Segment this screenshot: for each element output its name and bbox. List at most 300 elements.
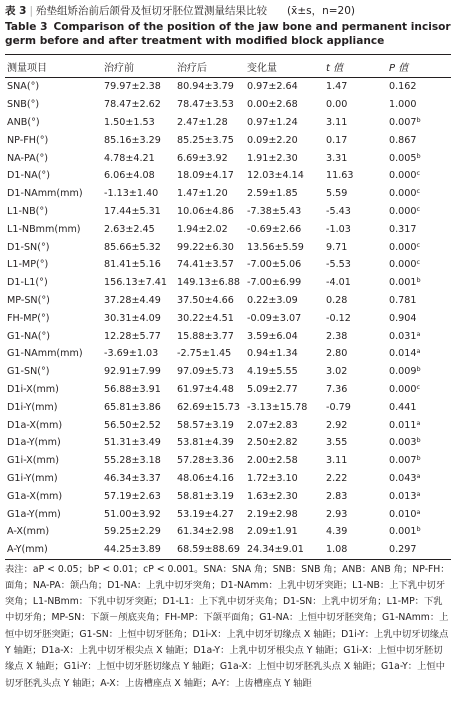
cell-after	[177, 452, 247, 470]
cell-item	[5, 131, 104, 149]
cell-t-value-text: 4.39	[326, 526, 348, 538]
cell-change-text: 0.09±2.20	[247, 134, 298, 146]
cell-before-text: 44.25±3.89	[104, 544, 161, 556]
cell-after	[177, 327, 247, 345]
cell-before-text: 1.50±1.53	[104, 116, 155, 128]
cell-t-value	[326, 114, 389, 132]
cell-p-value	[389, 541, 451, 559]
cell-p-value	[389, 256, 451, 274]
cell-item-text: L1-MP(°)	[7, 259, 49, 271]
cell-t-value	[326, 487, 389, 505]
cell-item-text: FH-MP(°)	[7, 312, 50, 324]
cell-change	[247, 78, 326, 96]
cell-after	[177, 78, 247, 96]
cell-item-text: G1-NA(°)	[7, 330, 51, 342]
significance-marker: c	[416, 204, 421, 213]
significance-marker: c	[416, 258, 421, 267]
cell-p-value-text: 0.000	[389, 383, 417, 395]
cell-t-value-text: 7.36	[326, 383, 348, 395]
cell-item	[5, 292, 104, 310]
cell-t-value-text: 11.63	[326, 170, 354, 182]
cell-before	[104, 345, 177, 363]
cell-after-text: 149.13±6.88	[177, 277, 240, 289]
cell-t-value	[326, 523, 389, 541]
cell-p-value-text: 0.000	[389, 205, 417, 217]
cell-item-text: D1a-X(mm)	[7, 419, 63, 431]
cell-after-text: -2.75±1.45	[177, 348, 232, 360]
table-row	[5, 203, 451, 221]
measurement-table	[5, 55, 451, 77]
cell-t-value-text: 2.93	[326, 508, 348, 520]
cell-after	[177, 505, 247, 523]
cell-before	[104, 185, 177, 203]
cell-t-value	[326, 470, 389, 488]
cell-before-text: -3.69±1.03	[104, 348, 159, 360]
cell-item-text: A-X(mm)	[7, 526, 50, 538]
cell-t-value-text: -1.03	[326, 223, 351, 235]
cell-t-value-text: 2.83	[326, 490, 348, 502]
cell-before	[104, 416, 177, 434]
cell-change-text: 1.91±2.30	[247, 152, 298, 164]
cell-after-text: 18.09±4.17	[177, 170, 234, 182]
significance-marker: a	[416, 471, 421, 480]
cell-change	[247, 327, 326, 345]
cell-before	[104, 523, 177, 541]
table-row	[5, 416, 451, 434]
table-row	[5, 470, 451, 488]
cell-item-text: MP-SN(°)	[7, 294, 50, 306]
cell-t-value	[326, 452, 389, 470]
cell-after-text: 99.22±6.30	[177, 241, 234, 253]
cell-p-value	[389, 292, 451, 310]
cell-before	[104, 131, 177, 149]
cell-t-value	[326, 398, 389, 416]
cell-before	[104, 327, 177, 345]
header-change: 变化量	[247, 62, 277, 74]
cell-after-text: 30.22±4.51	[177, 312, 234, 324]
cell-change	[247, 345, 326, 363]
cell-p-value-text: 0.001	[389, 277, 417, 289]
cell-p-value	[389, 96, 451, 114]
significance-marker: b	[416, 151, 421, 160]
cell-change	[247, 541, 326, 559]
cell-before-text: 56.50±2.52	[104, 419, 161, 431]
cell-item-text: L1-NBmm(mm)	[7, 223, 81, 235]
cell-change	[247, 363, 326, 381]
table-row	[5, 345, 451, 363]
cell-after	[177, 274, 247, 292]
cell-change-text: 0.94±1.34	[247, 348, 298, 360]
table-caption-en	[5, 20, 451, 48]
cell-t-value	[326, 345, 389, 363]
table-row	[5, 363, 451, 381]
cell-change	[247, 114, 326, 132]
cell-t-value	[326, 78, 389, 96]
cell-p-value-text: 0.005	[389, 152, 417, 164]
cell-item	[5, 256, 104, 274]
significance-marker: a	[416, 329, 421, 338]
header-after: 治疗后	[177, 62, 207, 74]
cell-change	[247, 167, 326, 185]
cell-after	[177, 398, 247, 416]
cell-item	[5, 220, 104, 238]
cell-t-value-text: -5.43	[326, 205, 351, 217]
cell-change	[247, 487, 326, 505]
table-stat-note: (x̄±s，n=20)	[287, 5, 356, 17]
cell-item-text: G1a-X(mm)	[7, 490, 63, 502]
cell-p-value-text: 0.010	[389, 508, 417, 520]
cell-p-value	[389, 398, 451, 416]
cell-after-text: 15.88±3.77	[177, 330, 234, 342]
cell-item-text: D1i-Y(mm)	[7, 401, 58, 413]
cell-p-value-text: 0.014	[389, 348, 417, 360]
cell-t-value-text: 3.11	[326, 455, 348, 467]
cell-p-value	[389, 327, 451, 345]
cell-p-value	[389, 78, 451, 96]
cell-after-text: 62.69±15.73	[177, 401, 240, 413]
cell-item	[5, 238, 104, 256]
cell-before-text: 92.91±7.99	[104, 366, 161, 378]
significance-marker: b	[416, 525, 421, 534]
cell-t-value-text: 1.08	[326, 544, 348, 556]
cell-p-value	[389, 149, 451, 167]
cell-change	[247, 274, 326, 292]
cell-p-value	[389, 274, 451, 292]
table-row	[5, 434, 451, 452]
cell-change-text: 2.59±1.85	[247, 188, 298, 200]
cell-before	[104, 96, 177, 114]
cell-before-text: 6.06±4.08	[104, 170, 155, 182]
cell-before	[104, 505, 177, 523]
cell-item	[5, 274, 104, 292]
table-footnotes: 表注：aP < 0.05；bP < 0.01；cP < 0.001。SNA：SNA 角；SNB：SNB 角；ANB：ANB 角；NP-FH：面角；NA-PA：颌凸角；D1-NA：上乳中切牙突角；D1-NAmm：上乳中切牙突距；L1-NB：上下乳中切牙突角；L1-NBmm：下乳中切牙突距；D1-L1：上下乳中切牙夹角；D1-SN：上乳中切牙角；L1-MP：下乳中切牙角；MP-SN：下颌－颅底夹角；FH-MP：下颌平面角；G1-NA：上恒中切牙胚突角；G1-NAmm：上恒中切牙胚突距；G1-SN：上恒中切牙胚角；D1i-X：上乳中切牙切缘点 X 轴距；D1i-Y：上乳中切牙切缘点 Y 轴距；D1a-X：上乳中切牙根尖点 X 轴距；D1a-Y：上乳中切牙根尖点 Y 轴距；G1i-X：上恒中切牙胚切缘点 X 轴距；G1i-Y：上恒中切牙胚切缘点 Y 轴距；G1a-X：上恒中切牙胚乳头点 X 轴距；G1a-Y：上恒中切牙胚乳头点 Y 轴距；A-X：上齿槽座点 X 轴距；A-Y：上齿槽座点 Y 轴距	[5, 563, 450, 689]
cell-item	[5, 309, 104, 327]
cell-change	[247, 220, 326, 238]
cell-t-value	[326, 167, 389, 185]
cell-before-text: 46.34±3.37	[104, 472, 161, 484]
cell-change-text: 3.59±6.04	[247, 330, 298, 342]
cell-t-value-text: 3.11	[326, 116, 348, 128]
cell-t-value	[326, 256, 389, 274]
cell-t-value-text: -4.01	[326, 277, 351, 289]
cell-change-text: -0.09±3.07	[247, 312, 302, 324]
cell-change	[247, 434, 326, 452]
cell-p-value-text: 0.317	[389, 223, 417, 235]
header-before: 治疗前	[104, 62, 134, 74]
table-container	[5, 4, 451, 692]
cell-t-value	[326, 363, 389, 381]
cell-after	[177, 96, 247, 114]
cell-item	[5, 78, 104, 96]
cell-before	[104, 256, 177, 274]
cell-before	[104, 541, 177, 559]
table-row	[5, 131, 451, 149]
cell-after	[177, 309, 247, 327]
cell-change	[247, 238, 326, 256]
cell-item	[5, 470, 104, 488]
table-row	[5, 292, 451, 310]
cell-before-text: 78.47±2.62	[104, 99, 161, 111]
cell-p-value	[389, 203, 451, 221]
cell-t-value-text: 3.55	[326, 437, 348, 449]
cell-item	[5, 416, 104, 434]
cell-change-text: -0.69±2.66	[247, 223, 302, 235]
cell-before	[104, 167, 177, 185]
cell-p-value-text: 0.000	[389, 170, 417, 182]
cell-change	[247, 149, 326, 167]
cell-change	[247, 185, 326, 203]
cell-p-value	[389, 309, 451, 327]
cell-before	[104, 363, 177, 381]
cell-t-value	[326, 505, 389, 523]
cell-change	[247, 470, 326, 488]
cell-change-text: 1.63±2.30	[247, 490, 298, 502]
significance-marker: c	[416, 187, 421, 196]
cell-t-value	[326, 238, 389, 256]
cell-before	[104, 238, 177, 256]
table-row	[5, 505, 451, 523]
cell-t-value	[326, 416, 389, 434]
cell-item-text: D1-NAmm(mm)	[7, 188, 83, 200]
cell-t-value-text: 2.38	[326, 330, 348, 342]
cell-before-text: -1.13±1.40	[104, 188, 159, 200]
table-row	[5, 452, 451, 470]
cell-change	[247, 398, 326, 416]
cell-item-text: D1a-Y(mm)	[7, 437, 61, 449]
cell-before	[104, 398, 177, 416]
cell-t-value	[326, 327, 389, 345]
cell-change	[247, 96, 326, 114]
cell-change-text: 13.56±5.59	[247, 241, 304, 253]
cell-before	[104, 487, 177, 505]
cell-after	[177, 185, 247, 203]
cell-before-text: 59.25±2.29	[104, 526, 161, 538]
cell-after	[177, 114, 247, 132]
cell-after	[177, 363, 247, 381]
cell-after-text: 74.41±3.57	[177, 259, 234, 271]
cell-p-value-text: 0.441	[389, 401, 417, 413]
caption-separator: |	[29, 5, 34, 17]
cell-p-value-text: 0.000	[389, 241, 417, 253]
cell-p-value-text: 0.013	[389, 490, 417, 502]
cell-before-text: 156.13±7.41	[104, 277, 167, 289]
table-row	[5, 327, 451, 345]
table-row	[5, 185, 451, 203]
cell-before	[104, 149, 177, 167]
cell-t-value	[326, 149, 389, 167]
significance-marker: b	[416, 365, 421, 374]
table-row	[5, 96, 451, 114]
cell-p-value	[389, 363, 451, 381]
cell-item	[5, 434, 104, 452]
cell-before	[104, 220, 177, 238]
cell-item-text: NP-FH(°)	[7, 134, 49, 146]
cell-p-value-text: 0.000	[389, 259, 417, 271]
cell-p-value	[389, 220, 451, 238]
cell-p-value-text: 0.003	[389, 437, 417, 449]
cell-p-value-text: 0.031	[389, 330, 417, 342]
cell-after-text: 6.69±3.92	[177, 152, 228, 164]
cell-item	[5, 487, 104, 505]
cell-p-value-text: 0.867	[389, 134, 417, 146]
cell-before	[104, 274, 177, 292]
cell-t-value	[326, 203, 389, 221]
cell-t-value	[326, 96, 389, 114]
cell-p-value	[389, 345, 451, 363]
table-row	[5, 487, 451, 505]
cell-change-text: 12.03±4.14	[247, 170, 304, 182]
cell-change-text: -7.38±5.43	[247, 205, 302, 217]
significance-marker: b	[416, 276, 421, 285]
cell-before	[104, 114, 177, 132]
cell-before-text: 30.31±4.09	[104, 312, 161, 324]
cell-before	[104, 470, 177, 488]
cell-before-text: 85.16±3.29	[104, 134, 161, 146]
cell-p-value-text: 0.007	[389, 116, 417, 128]
cell-before-text: 17.44±5.31	[104, 205, 161, 217]
cell-t-value-text: 0.00	[326, 99, 348, 111]
cell-change-text: 2.19±2.98	[247, 508, 298, 520]
cell-p-value-text: 0.001	[389, 526, 417, 538]
cell-item-text: ANB(°)	[7, 116, 40, 128]
cell-after	[177, 292, 247, 310]
table-row	[5, 274, 451, 292]
cell-after	[177, 256, 247, 274]
cell-before-text: 12.28±5.77	[104, 330, 161, 342]
cell-p-value	[389, 131, 451, 149]
cell-item	[5, 363, 104, 381]
cell-p-value-text: 0.043	[389, 472, 417, 484]
cell-p-value-text: 0.011	[389, 419, 417, 431]
cell-item	[5, 327, 104, 345]
cell-after	[177, 220, 247, 238]
header-row	[5, 55, 451, 77]
significance-marker: c	[416, 169, 421, 178]
cell-t-value	[326, 292, 389, 310]
cell-after-text: 78.47±3.53	[177, 99, 234, 111]
cell-p-value	[389, 381, 451, 399]
significance-marker: c	[416, 382, 421, 391]
cell-p-value	[389, 523, 451, 541]
cell-after	[177, 167, 247, 185]
cell-item-text: D1-L1(°)	[7, 277, 48, 289]
cell-change	[247, 523, 326, 541]
cell-after-text: 61.97±4.48	[177, 383, 234, 395]
cell-t-value-text: 5.59	[326, 188, 348, 200]
table-caption-cn	[5, 4, 451, 18]
cell-item	[5, 398, 104, 416]
cell-change-text: 2.00±2.58	[247, 455, 298, 467]
table-title-cn: 殆垫组矫治前后颌骨及恒切牙胚位置测量结果比较	[36, 5, 268, 17]
cell-p-value	[389, 434, 451, 452]
cell-item	[5, 541, 104, 559]
cell-change	[247, 203, 326, 221]
cell-t-value	[326, 541, 389, 559]
cell-t-value-text: 1.47	[326, 81, 348, 93]
cell-item-text: D1-SN(°)	[7, 241, 50, 253]
cell-item	[5, 96, 104, 114]
cell-item-text: SNA(°)	[7, 81, 40, 93]
cell-after-text: 53.81±4.39	[177, 437, 234, 449]
cell-item	[5, 523, 104, 541]
cell-after-text: 85.25±3.75	[177, 134, 234, 146]
cell-item-text: D1i-X(mm)	[7, 383, 59, 395]
cell-change-text: 0.97±1.24	[247, 116, 298, 128]
cell-change	[247, 452, 326, 470]
cell-before	[104, 381, 177, 399]
cell-before	[104, 452, 177, 470]
cell-before-text: 37.28±4.49	[104, 294, 161, 306]
cell-before	[104, 78, 177, 96]
cell-item	[5, 114, 104, 132]
cell-change-text: 2.50±2.82	[247, 437, 298, 449]
cell-p-value	[389, 185, 451, 203]
cell-change-text: 1.72±3.10	[247, 472, 298, 484]
significance-marker: a	[416, 507, 421, 516]
cell-p-value	[389, 470, 451, 488]
cell-after	[177, 487, 247, 505]
cell-item-text: SNB(°)	[7, 99, 40, 111]
table-bottom-rule	[5, 559, 451, 560]
cell-t-value-text: -0.12	[326, 312, 351, 324]
header-p-value: P 值	[389, 62, 409, 74]
table-row	[5, 114, 451, 132]
significance-marker: a	[416, 489, 421, 498]
cell-after-text: 57.28±3.36	[177, 455, 234, 467]
table-row	[5, 541, 451, 559]
cell-after-text: 10.06±4.86	[177, 205, 234, 217]
cell-change-text: 2.07±2.83	[247, 419, 298, 431]
cell-p-value-text: 0.000	[389, 188, 417, 200]
cell-after-text: 1.47±1.20	[177, 188, 228, 200]
cell-item	[5, 452, 104, 470]
cell-p-value	[389, 487, 451, 505]
cell-item-text: G1a-Y(mm)	[7, 508, 61, 520]
cell-after	[177, 470, 247, 488]
cell-change-text: 24.34±9.01	[247, 544, 304, 556]
header-t-value: t 值	[326, 62, 344, 74]
cell-after-text: 48.06±4.16	[177, 472, 234, 484]
table-row	[5, 256, 451, 274]
significance-marker: b	[416, 436, 421, 445]
cell-t-value	[326, 434, 389, 452]
cell-after-text: 61.34±2.98	[177, 526, 234, 538]
cell-change	[247, 309, 326, 327]
cell-change-text: 0.22±3.09	[247, 294, 298, 306]
cell-after-text: 2.47±1.28	[177, 116, 228, 128]
table-row	[5, 149, 451, 167]
table-row	[5, 220, 451, 238]
cell-before	[104, 434, 177, 452]
table-number-en: Table 3	[5, 21, 48, 33]
cell-after	[177, 238, 247, 256]
cell-item	[5, 345, 104, 363]
cell-change-text: -3.13±15.78	[247, 401, 308, 413]
cell-before-text: 51.31±3.49	[104, 437, 161, 449]
cell-p-value	[389, 505, 451, 523]
cell-t-value	[326, 274, 389, 292]
cell-item	[5, 185, 104, 203]
cell-p-value	[389, 238, 451, 256]
cell-t-value-text: 2.92	[326, 419, 348, 431]
cell-before-text: 65.81±3.86	[104, 401, 161, 413]
cell-change	[247, 416, 326, 434]
cell-after-text: 37.50±4.66	[177, 294, 234, 306]
cell-before-text: 79.97±2.38	[104, 81, 161, 93]
cell-change	[247, 131, 326, 149]
cell-t-value	[326, 185, 389, 203]
cell-t-value-text: -0.79	[326, 401, 351, 413]
